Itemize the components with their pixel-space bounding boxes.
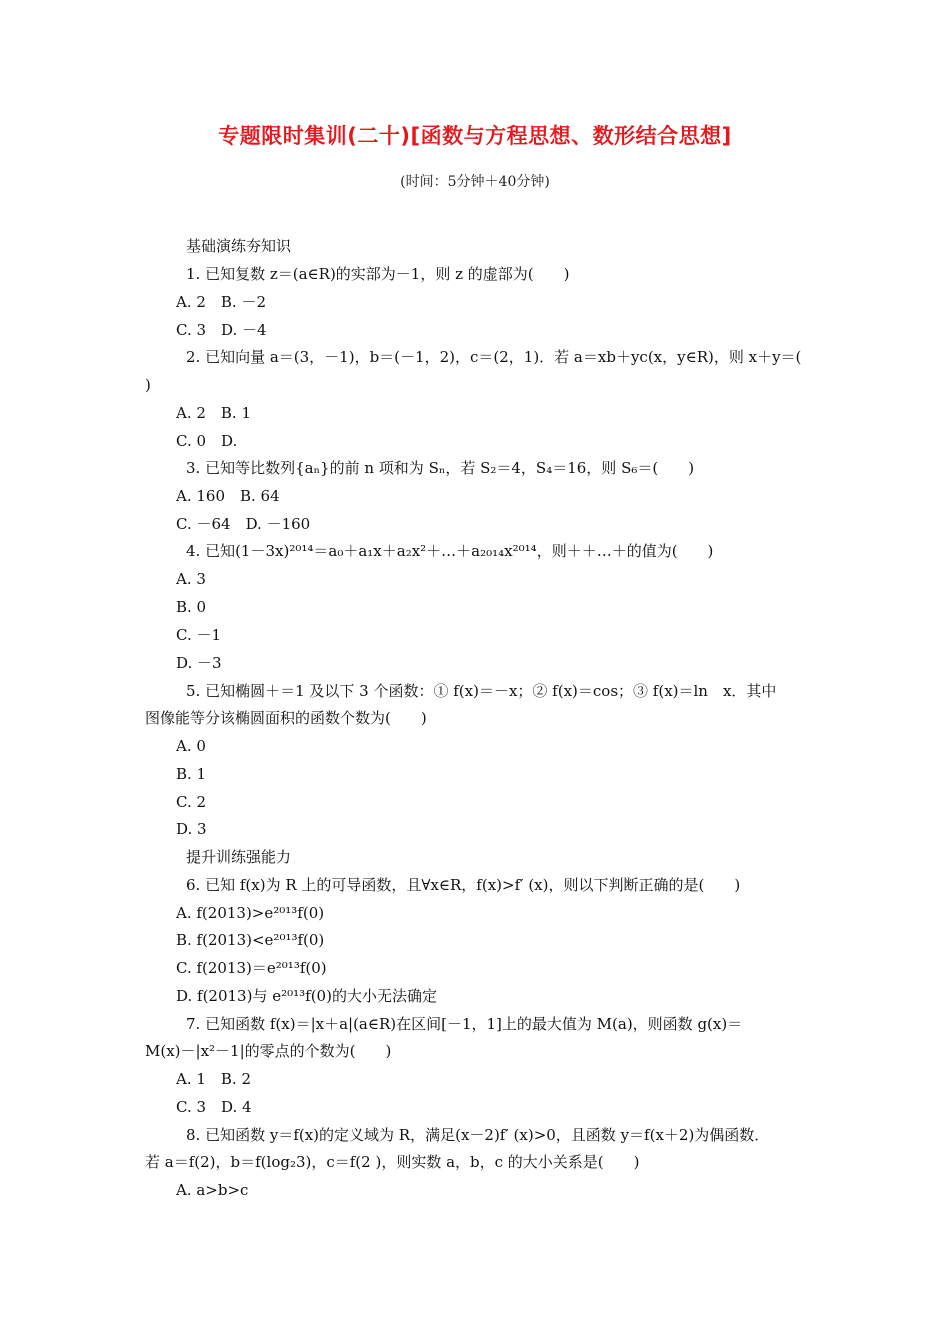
- options-2-cd: C. 0 D.: [176, 432, 238, 450]
- question-1: 1. 已知复数 z＝(a∈R)的实部为－1，则 z 的虚部为( ): [186, 265, 570, 283]
- option-6-d: D. f(2013)与 e²⁰¹³f(0)的大小无法确定: [176, 987, 437, 1005]
- time-note: (时间：5分钟＋40分钟): [400, 174, 550, 190]
- options-3-cd: C. －64 D. －160: [176, 515, 311, 533]
- question-8: 8. 已知函数 y＝f(x)的定义域为 R，满足(x－2)f′ (x)>0，且函数 y＝f(x＋2)为偶函数．: [186, 1126, 770, 1144]
- option-6-b: B. f(2013)<e²⁰¹³f(0): [176, 931, 325, 949]
- question-4: 4. 已知(1－3x)²⁰¹⁴＝a₀＋a₁x＋a₂x²＋…＋a₂₀₁₄x²⁰¹⁴，则＋＋…＋的值为( ): [186, 542, 714, 560]
- question-8-cont: 若 a＝f(2)，b＝f(log₂3)，c＝f(2 )，则实数 a，b，c 的大小关系是( ): [145, 1153, 640, 1171]
- question-2-cont: ): [145, 376, 151, 394]
- option-5-c: C. 2: [176, 793, 207, 811]
- question-2: 2. 已知向量 a＝(3，－1)，b＝(－1，2)，c＝(2，1)．若 a＝xb＋yc(x，y∈R)，则 x＋y＝(: [186, 348, 802, 366]
- option-4-d: D. －3: [176, 654, 222, 672]
- option-8-a: A. a>b>c: [176, 1181, 249, 1199]
- option-4-c: C. －1: [176, 626, 222, 644]
- section-heading-advanced: 提升训练强能力: [186, 848, 292, 866]
- option-4-b: B. 0: [176, 598, 207, 616]
- options-3-ab: A. 160 B. 64: [176, 487, 280, 505]
- question-5-cont: 图像能等分该椭圆面积的函数个数为( ): [145, 709, 427, 727]
- options-7-ab: A. 1 B. 2: [176, 1070, 252, 1088]
- question-3: 3. 已知等比数列{aₙ}的前 n 项和为 Sₙ，若 S₂＝4，S₄＝16，则 S₆＝( ): [186, 459, 695, 477]
- option-5-a: A. 0: [176, 737, 206, 755]
- options-2-ab: A. 2 B. 1: [176, 404, 252, 422]
- option-4-a: A. 3: [176, 570, 206, 588]
- options-7-cd: C. 3 D. 4: [176, 1098, 252, 1116]
- question-5: 5. 已知椭圆＋＝1 及以下 3 个函数：① f(x)＝－x；② f(x)＝cos；③ f(x)＝ln x．其中: [186, 682, 777, 700]
- option-6-c: C. f(2013)＝e²⁰¹³f(0): [176, 959, 327, 977]
- question-6: 6. 已知 f(x)为 R 上的可导函数，且∀x∈R，f(x)>f′ (x)，则以下判断正确的是( ): [186, 876, 741, 894]
- options-1-ab: A. 2 B. －2: [176, 293, 267, 311]
- options-1-cd: C. 3 D. －4: [176, 321, 267, 339]
- page-title: 专题限时集训(二十)[函数与方程思想、数形结合思想]: [218, 124, 732, 148]
- question-7: 7. 已知函数 f(x)＝|x＋a|(a∈R)在区间[－1，1]上的最大值为 M(a)，则函数 g(x)＝: [186, 1015, 743, 1033]
- option-5-b: B. 1: [176, 765, 207, 783]
- question-7-cont: M(x)－|x²－1|的零点的个数为( ): [145, 1042, 392, 1060]
- option-5-d: D. 3: [176, 820, 207, 838]
- section-heading-basic: 基础演练夯知识: [186, 237, 292, 255]
- option-6-a: A. f(2013)>e²⁰¹³f(0): [176, 904, 325, 922]
